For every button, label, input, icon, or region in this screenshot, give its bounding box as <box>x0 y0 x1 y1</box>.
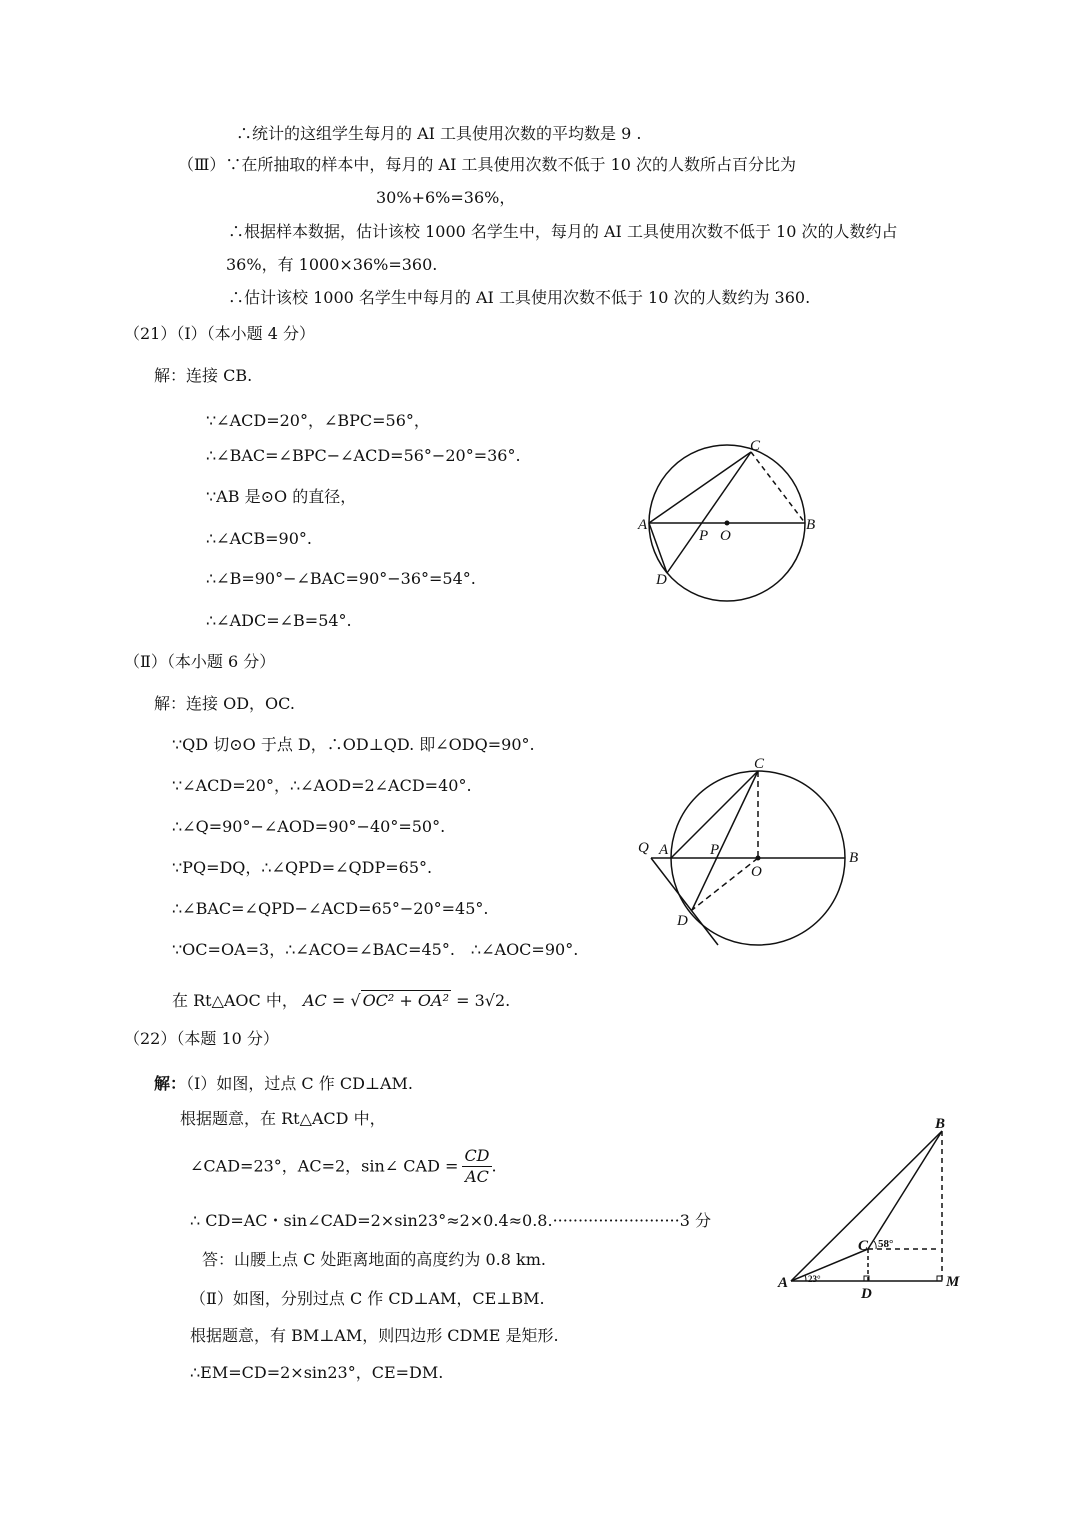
tangent-qd <box>651 858 718 945</box>
section-heading: （21）（Ⅰ）（本小题 4 分） <box>124 324 316 343</box>
mountain-figure <box>776 1114 976 1304</box>
angle-arc-a <box>805 1275 806 1281</box>
text-line: ∴根据样本数据，估计该校 1000 名学生中，每月的 AI 工具使用次数不低于 10 次的人数约占 <box>228 222 898 241</box>
line-ab <box>791 1131 942 1281</box>
text-line: 解：连接 OD，OC. <box>154 694 295 713</box>
sqrt-sign: √ <box>350 991 361 1010</box>
chord-ad <box>649 523 667 573</box>
fraction-numerator: CD <box>464 1146 490 1165</box>
circle-figure-1 <box>630 436 830 616</box>
line-ac <box>791 1249 868 1281</box>
text-line: ∵QD 切⊙O 于点 D，∴OD⊥QD. 即∠ODQ=90°. <box>172 735 535 754</box>
text-line: ∴估计该校 1000 名学生中每月的 AI 工具使用次数不低于 10 次的人数约为 360. <box>228 288 811 307</box>
angle-arc-c <box>874 1241 876 1249</box>
label-m: M <box>946 1274 960 1290</box>
label-a: A <box>778 1275 789 1291</box>
formula-prefix: 在 Rt△AOC 中， <box>172 991 298 1010</box>
section-heading: （Ⅱ）（本小题 6 分） <box>124 652 276 671</box>
label-b: B <box>935 1116 946 1132</box>
line-cb <box>868 1131 942 1249</box>
text-line: ∵∠ACD=20°，∠BPC=56°， <box>206 411 430 430</box>
text-line: ∴∠BAC=∠QPD−∠ACD=65°−20°=45°. <box>172 899 489 918</box>
section-heading: （22）（本题 10 分） <box>124 1029 279 1048</box>
label-p: P <box>699 528 709 544</box>
label-d: D <box>677 913 688 929</box>
formula-end: . <box>491 1156 497 1176</box>
text-line: （Ⅲ）∵在所抽取的样本中，每月的 AI 工具使用次数不低于 10 次的人数所占百分比为 <box>178 155 797 174</box>
text-line <box>154 1073 413 1095</box>
text-line: 30%+6%=36%， <box>376 188 516 207</box>
text-line: ∴EM=CD=2×sin23°，CE=DM. <box>190 1363 444 1382</box>
formula-rhs: = 3√2 <box>456 991 506 1010</box>
chord-ac <box>649 452 751 523</box>
text-line: ∵AB 是⊙O 的直径， <box>206 487 357 506</box>
label-b: B <box>806 517 816 533</box>
label-d: D <box>656 572 667 588</box>
label-a: A <box>638 517 648 533</box>
text-line: ∴∠ACB=90°. <box>206 529 312 548</box>
text-span: （Ⅰ）如图，过点 C 作 CD⊥AM. <box>186 1074 413 1093</box>
text-line: 36%，有 1000×36%=360. <box>226 255 438 274</box>
formula-lhs: AC = <box>302 991 346 1010</box>
text-line: ∵PQ=DQ，∴∠QPD=∠QDP=65°. <box>172 858 433 877</box>
label-o: O <box>720 528 731 544</box>
angle-label-23: 23° <box>808 1274 821 1284</box>
text-line: ∴∠B=90°−∠BAC=90°−36°=54°. <box>206 569 476 588</box>
text-line: 根据题意，在 Rt△ACD 中， <box>180 1109 386 1128</box>
angle-label-58: 58° <box>878 1238 894 1250</box>
dashed-od <box>692 858 758 910</box>
label-a: A <box>659 842 669 858</box>
text-line: ∴∠ADC=∠B=54°. <box>206 611 352 630</box>
center-point <box>725 521 730 526</box>
formula-prefix: ∠CAD=23°，AC=2，sin∠ CAD = <box>190 1156 459 1176</box>
text-line: ∴∠BAC=∠BPC−∠ACD=56°−20°=36°. <box>206 446 521 465</box>
formula-end: . <box>505 991 511 1010</box>
formula-line <box>172 990 510 1012</box>
fraction-denominator: AC <box>465 1167 489 1186</box>
label-c: C <box>750 438 761 454</box>
radicand: OC² + OA² <box>362 991 449 1010</box>
text-line: ∴∠Q=90°−∠AOD=90°−40°=50°. <box>172 817 446 836</box>
label-d: D <box>861 1286 872 1302</box>
solution-label: 解： <box>154 1074 187 1093</box>
text-line: ∵∠ACD=20°，∴∠AOD=2∠ACD=40°. <box>172 776 472 795</box>
text-line: 根据题意，有 BM⊥AM，则四边形 CDME 是矩形. <box>190 1326 559 1345</box>
label-c: C <box>858 1238 869 1254</box>
chord-cd <box>667 452 751 573</box>
fraction <box>462 1146 491 1187</box>
text-line: ∴ CD=AC・sin∠CAD=2×sin23°≈2×0.4≈0.8.·························3 分 <box>190 1211 711 1230</box>
label-o: O <box>751 864 762 880</box>
text-line: 解：连接 CB. <box>154 366 253 385</box>
center-point <box>756 856 761 861</box>
formula-line <box>190 1146 497 1187</box>
label-p: P <box>710 842 720 858</box>
text-line: ∴统计的这组学生每月的 AI 工具使用次数的平均数是 9 . <box>236 124 642 143</box>
text-line: ∵OC=OA=3，∴∠ACO=∠BAC=45°. ∴∠AOC=90°. <box>172 940 579 959</box>
label-b: B <box>849 850 859 866</box>
label-q: Q <box>638 840 649 856</box>
text-line: （Ⅱ）如图，分别过点 C 作 CD⊥AM，CE⊥BM. <box>190 1289 545 1308</box>
text-line: 答：山腰上点 C 处距离地面的高度约为 0.8 km. <box>202 1250 546 1269</box>
label-c: C <box>754 756 765 772</box>
circle-figure-2 <box>632 748 864 954</box>
